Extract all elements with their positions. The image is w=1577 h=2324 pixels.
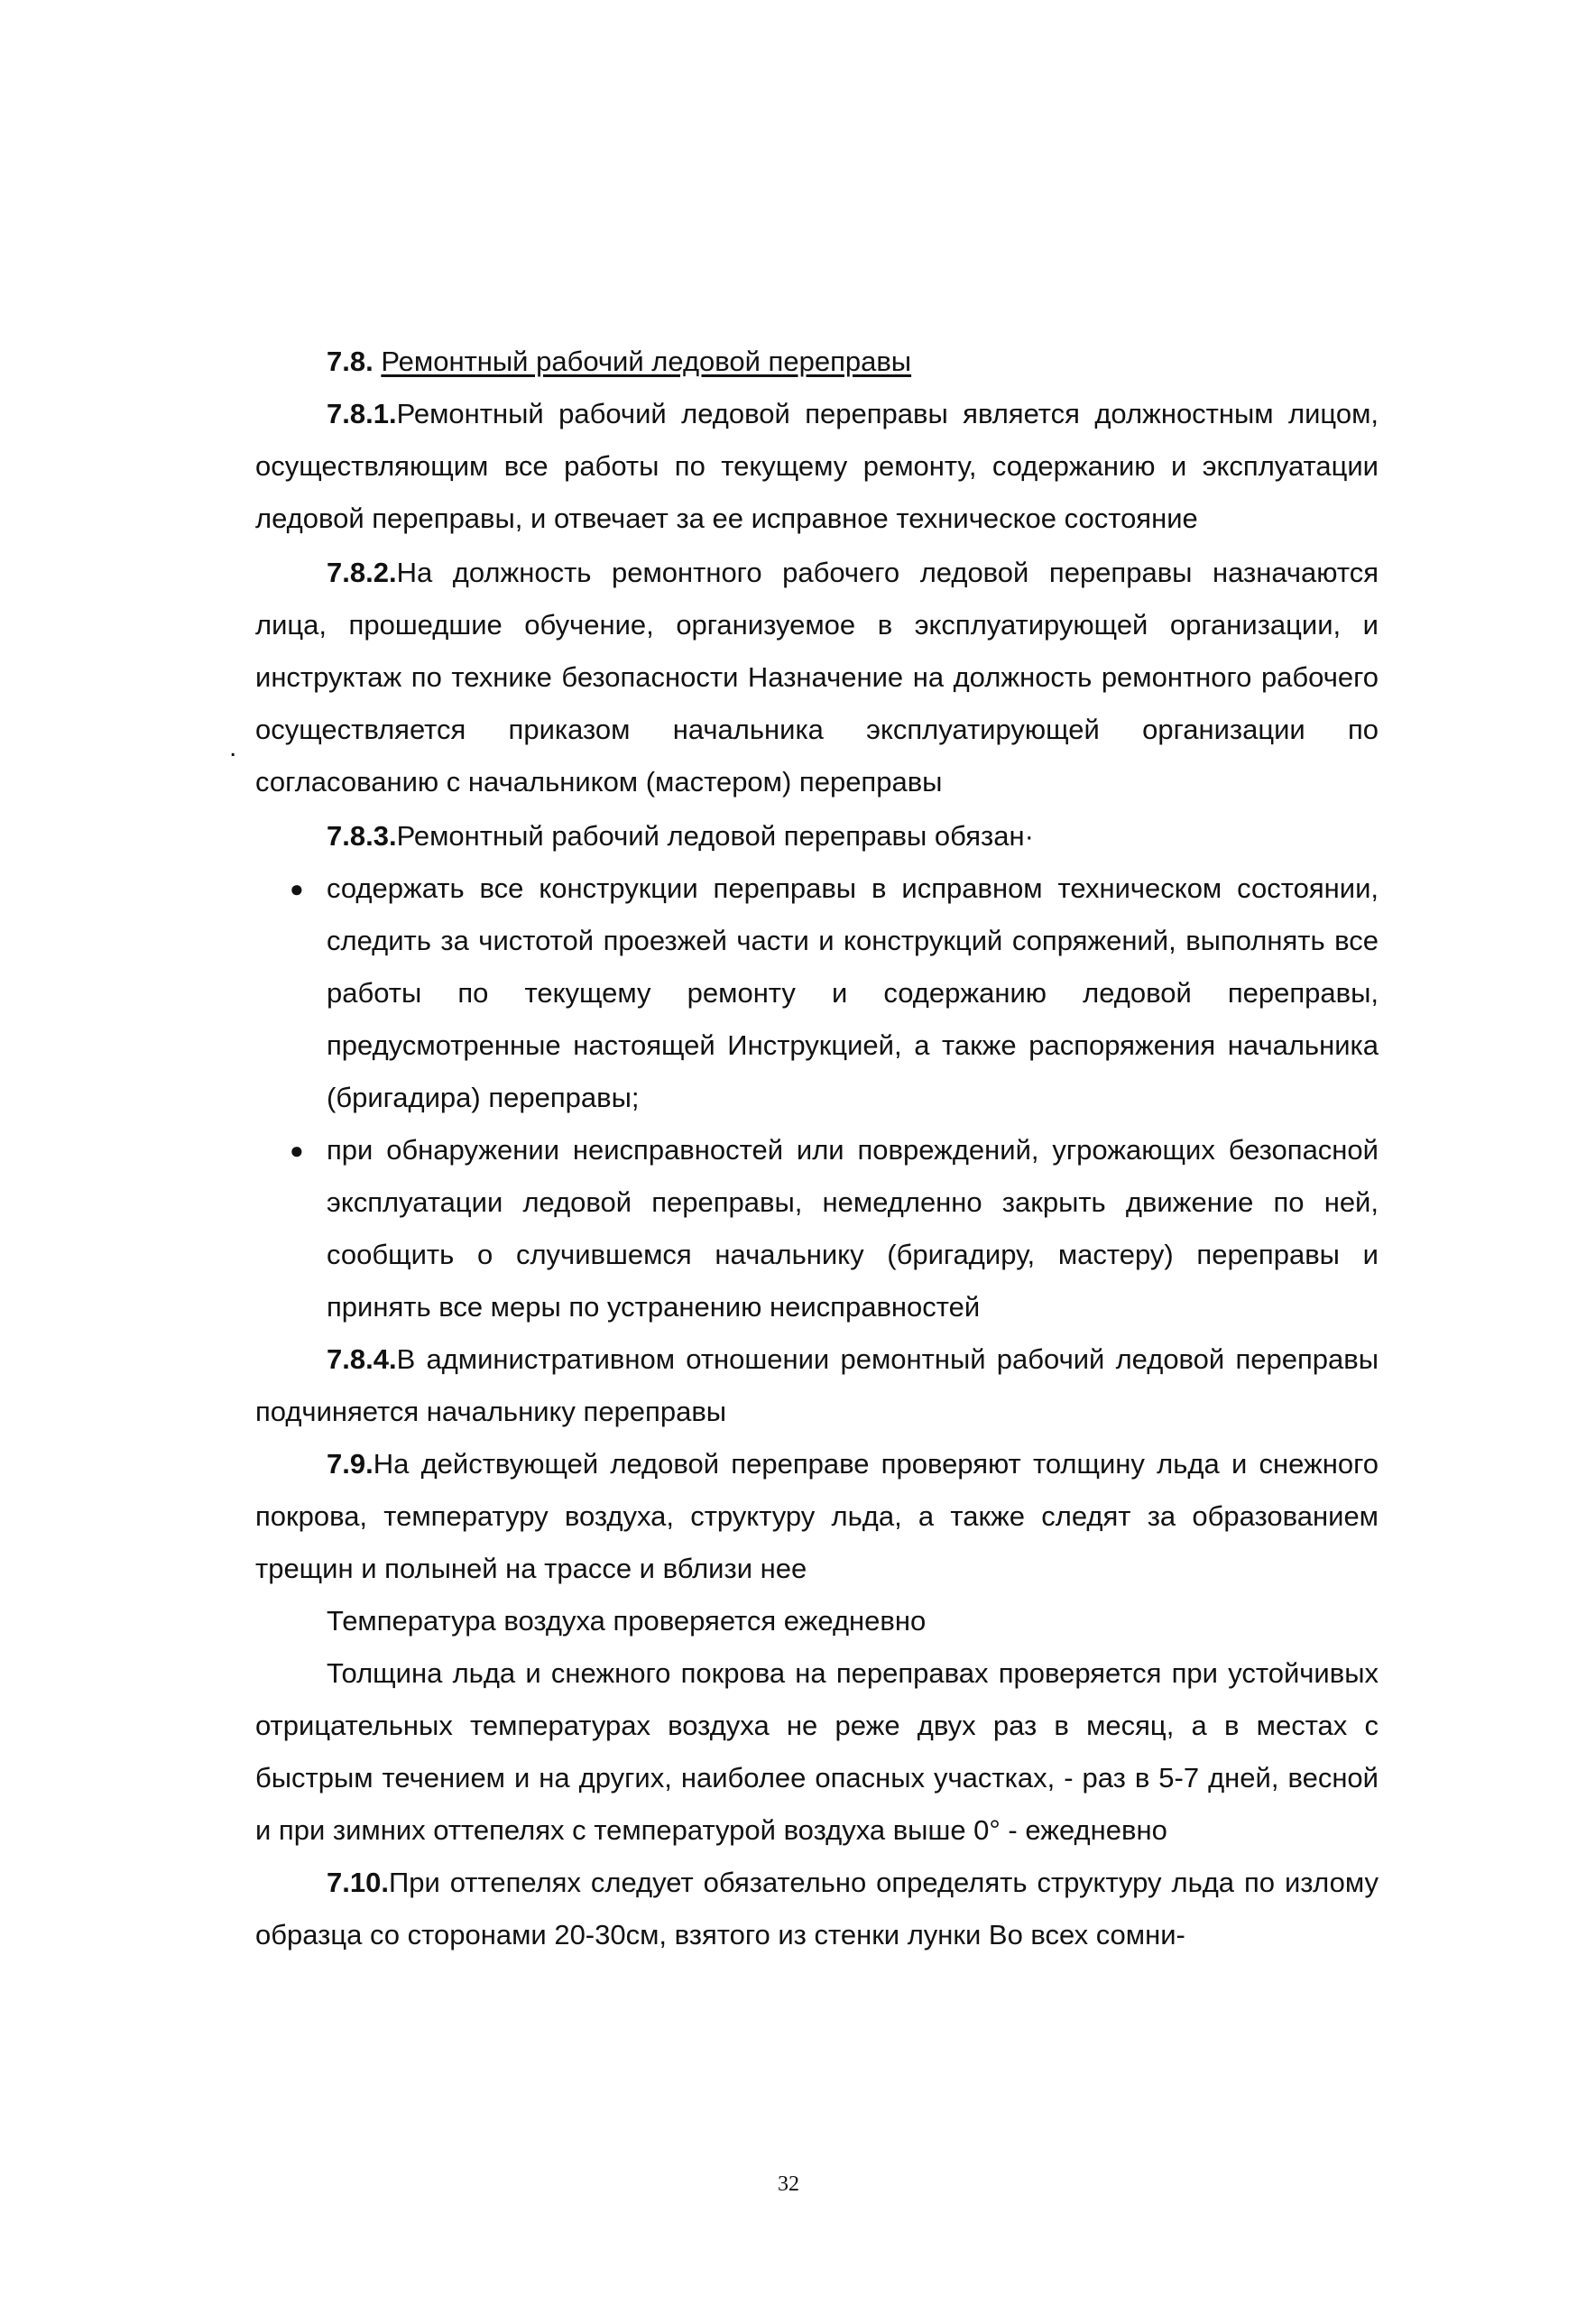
- paragraph-text: На должность ремонтного рабочего ледовой переправы назначаются лица, прошедшие обучение, организуемое в эксплуатирующей организации, и инструктаж по технике безопасности Назначение на должность ремонтного рабочего осуществляется приказом начальника эксплуатирующей организации по согласованию с начальником (мастером) переправы: [255, 557, 1379, 798]
- paragraph-air-temperature: [255, 1595, 1379, 1647]
- list-item: [255, 1124, 1379, 1333]
- paragraph-text: Температура воздуха проверяется ежедневно: [327, 1605, 927, 1637]
- paragraph-ice-thickness: [255, 1647, 1379, 1857]
- paragraph-text: При оттепелях следует обязательно определять структуру льда по излому образца со сторонами 20-30см, взятого из стенки лунки Во всех сомни-: [255, 1867, 1379, 1950]
- paragraph-number: 7.8.2.: [327, 557, 397, 588]
- section-heading: [327, 336, 1379, 388]
- paragraph-number: 7.8.3.: [327, 820, 397, 852]
- paragraph-text: Ремонтный рабочий ледовой переправы обязан·: [396, 820, 1034, 852]
- paragraph-text: В административном отношении ремонтный рабочий ледовой переправы подчиняется начальнику переправы: [255, 1343, 1379, 1427]
- paragraph-number: 7.8.1.: [327, 398, 397, 429]
- page-number: 32: [778, 2172, 799, 2196]
- list-item-text: содержать все конструкции переправы в исправном техническом состоянии, следить за чистотой проезжей части и конструкций сопряжений, выполнять все работы по текущему ремонту и содержанию ледовой переправы, предусмотренные настоящей Инструкцией, а также распоряжения начальника (бригадира) переправы;: [327, 872, 1379, 1113]
- bullet-icon: ●: [290, 1137, 304, 1164]
- paragraph-7-9: [255, 1438, 1379, 1595]
- paragraph-text: Ремонтный рабочий ледовой переправы является должностным лицом, осуществляющим все работы по текущему ремонту, содержанию и эксплуатации ледовой переправы, и отвечает за ее исправное техническое состояние: [255, 398, 1379, 534]
- scan-artifact: .: [229, 733, 237, 762]
- paragraph-text: Толщина льда и снежного покрова на переправах проверяется при устойчивых отрицательных температурах воздуха не реже двух раз в месяц, а в местах с быстрым течением и на других, наиболее опасных участках, - раз в 5-7 дней, весной и при зимних оттепелях с температурой воздуха выше 0° - ежедневно: [255, 1657, 1379, 1846]
- list-item: [255, 862, 1379, 1124]
- body-text: [255, 336, 1379, 1961]
- section-number: 7.8.: [327, 346, 374, 377]
- bullet-icon: ●: [290, 875, 304, 902]
- paragraph-number: 7.10.: [327, 1867, 389, 1898]
- paragraph-7-10: [255, 1857, 1379, 1961]
- list-item-text: при обнаружении неисправностей или повреждений, угрожающих безопасной эксплуатации ледовой переправы, немедленно закрыть движение по ней, сообщить о случившемся начальнику (бригадиру, мастеру) переправы и принять все меры по устранению неисправностей: [327, 1134, 1379, 1323]
- paragraph-7-8-1: [255, 388, 1379, 545]
- section-title: Ремонтный рабочий ледовой переправы: [381, 346, 912, 377]
- paragraph-number: 7.9.: [327, 1448, 374, 1480]
- duties-list: [255, 862, 1379, 1333]
- paragraph-7-8-4: [255, 1333, 1379, 1438]
- paragraph-text: На действующей ледовой переправе проверяют толщину льда и снежного покрова, температуру воздуха, структуру льда, а также следят за образованием трещин и полыней на трассе и вблизи нее: [255, 1448, 1379, 1584]
- paragraph-7-8-3: [255, 810, 1379, 862]
- paragraph-number: 7.8.4.: [327, 1343, 397, 1375]
- paragraph-7-8-2: [255, 547, 1379, 808]
